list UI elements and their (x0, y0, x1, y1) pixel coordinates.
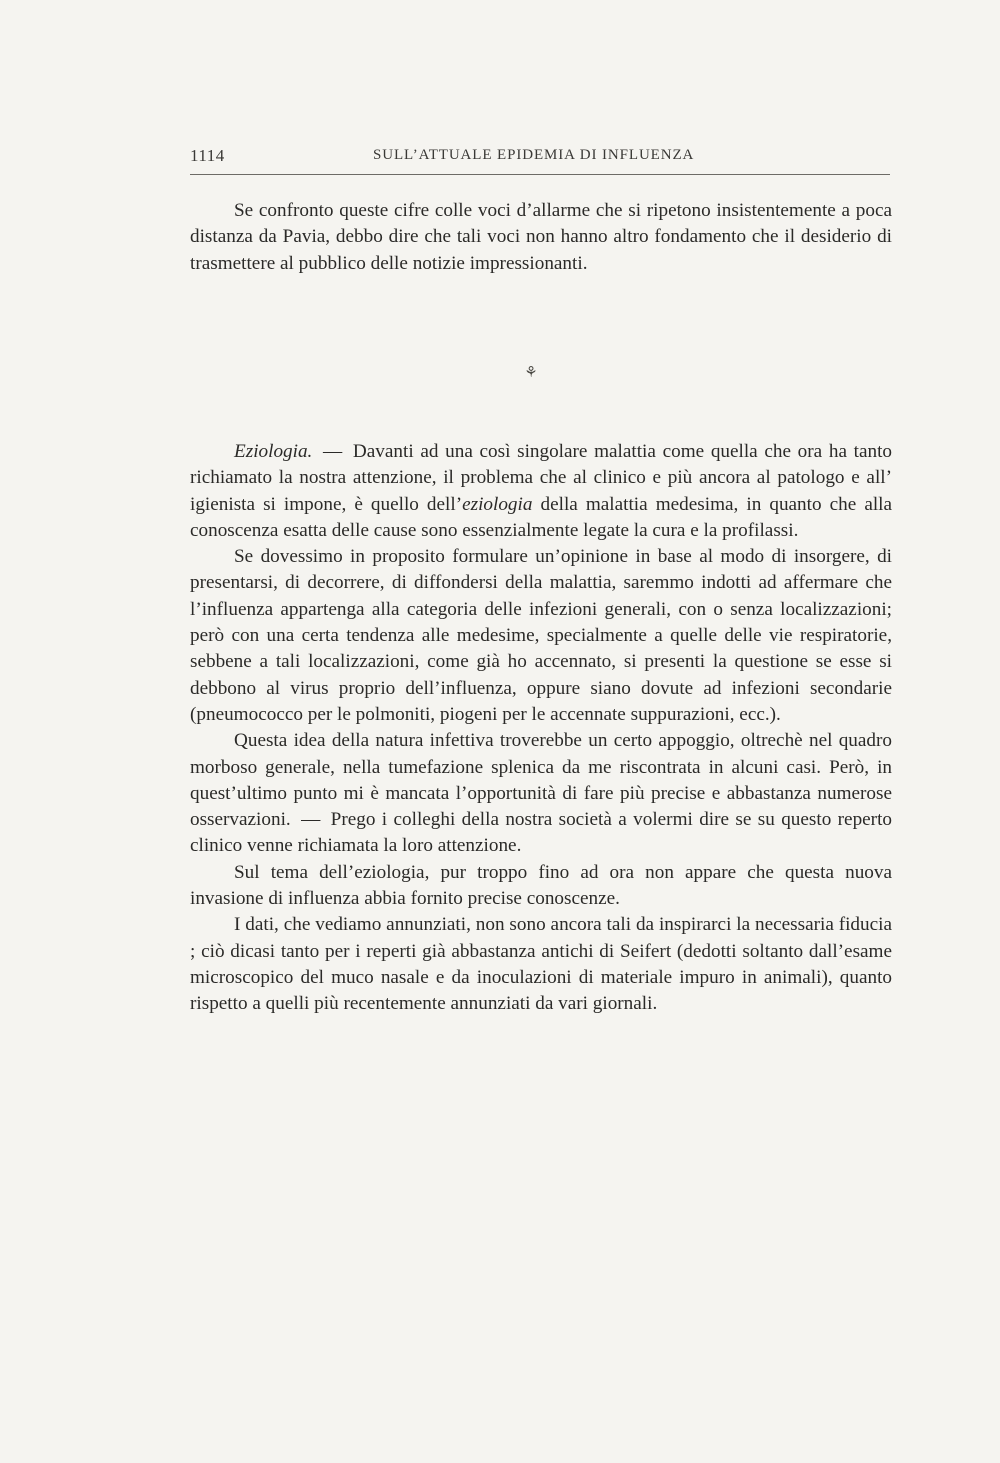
paragraph-1: Se confronto queste cifre colle voci d’allarme che si ripetono insistentemente a poca distanza da Pavia, debbo dire che tali voci non hanno altro fondamento che il desiderio di trasmettere al pubblico delle notizie impressionanti. (190, 200, 892, 274)
paragraph-2 (190, 439, 892, 544)
page-number: 1114 (190, 146, 225, 165)
paragraph-6: I dati, che vediamo annunziati, non sono ancora tali da inspirarci la necessaria fiducia ; ciò dicasi tanto per i reperti già abbastanza antichi di Seifert (dedotti soltanto dall’esame microscopico del muco nasale e da inoculazioni di materiale impuro in animali), quanto rispetto a quelli più recentemente annunziati da vari giornali. (190, 914, 892, 1015)
paragraph-4 (190, 728, 892, 859)
header-rule (190, 174, 890, 175)
section-intro-italic-term: eziologia (462, 493, 533, 515)
section-ornament-icon: ⚘ (524, 365, 538, 381)
opening-text (190, 198, 892, 277)
section-intro-part-2: della malattia medesima, in quanto che alla conoscenza esatta delle cause sono essenzialmente legate la cura e la profilassi. (190, 493, 893, 541)
paragraph-4-dash: — (301, 809, 321, 831)
paragraph-4-part-2: Prego i colleghi della nostra società a volermi dire se su questo reperto clinico venne richiamata la loro attenzione. (190, 809, 892, 857)
section-heading: Eziologia. (234, 441, 313, 462)
paragraph-5: Sul tema dell’eziologia, pur troppo fino ad ora non appare che questa nuova invasione di influenza abbia fornito precise conoscenze. (190, 861, 892, 910)
running-title: SULL’ATTUALE EPIDEMIA DI INFLUENZA (373, 147, 695, 163)
paragraph-4-part-1: Questa idea della natura infettiva troverebbe un certo appoggio, oltrechè nel quadro morboso generale, nella tumefazione splenica da me riscontrata in alcuni casi. Però, in quest’ultimo punto mi è mancata l’opportunità di fare più precise e abbastanza numerose osservazioni. (190, 730, 892, 831)
etiology-section (190, 439, 892, 1018)
paragraph-3: Se dovessimo in proposito formulare un’opinione in base al modo di insorgere, di presentarsi, di decorrere, di diffondersi della malattia, saremmo indotti ad affermare che l’influenza appartenga alla categoria delle infezioni generali, con o senza localizzazioni; però con una certa tendenza alle medesime, specialmente a quelle delle vie respiratorie, sebbene a tali localizzazioni, come già ho accennato, si presenti la questione se esse si debbono al virus proprio dell’influenza, oppure siano dovute ad infezioni secondarie (pneumococco per le polmoniti, piogeni per le accennate suppurazioni, ecc.). (190, 546, 892, 725)
em-dash: — (323, 441, 343, 462)
running-header (190, 146, 890, 170)
section-intro-part-1: Davanti ad una così singolare malattia come quella che ora ha tanto richiamato la nostra attenzione, il problema che al clinico e più ancora al patologo e all’ igienista si impone, è quello dell’ (190, 441, 893, 515)
